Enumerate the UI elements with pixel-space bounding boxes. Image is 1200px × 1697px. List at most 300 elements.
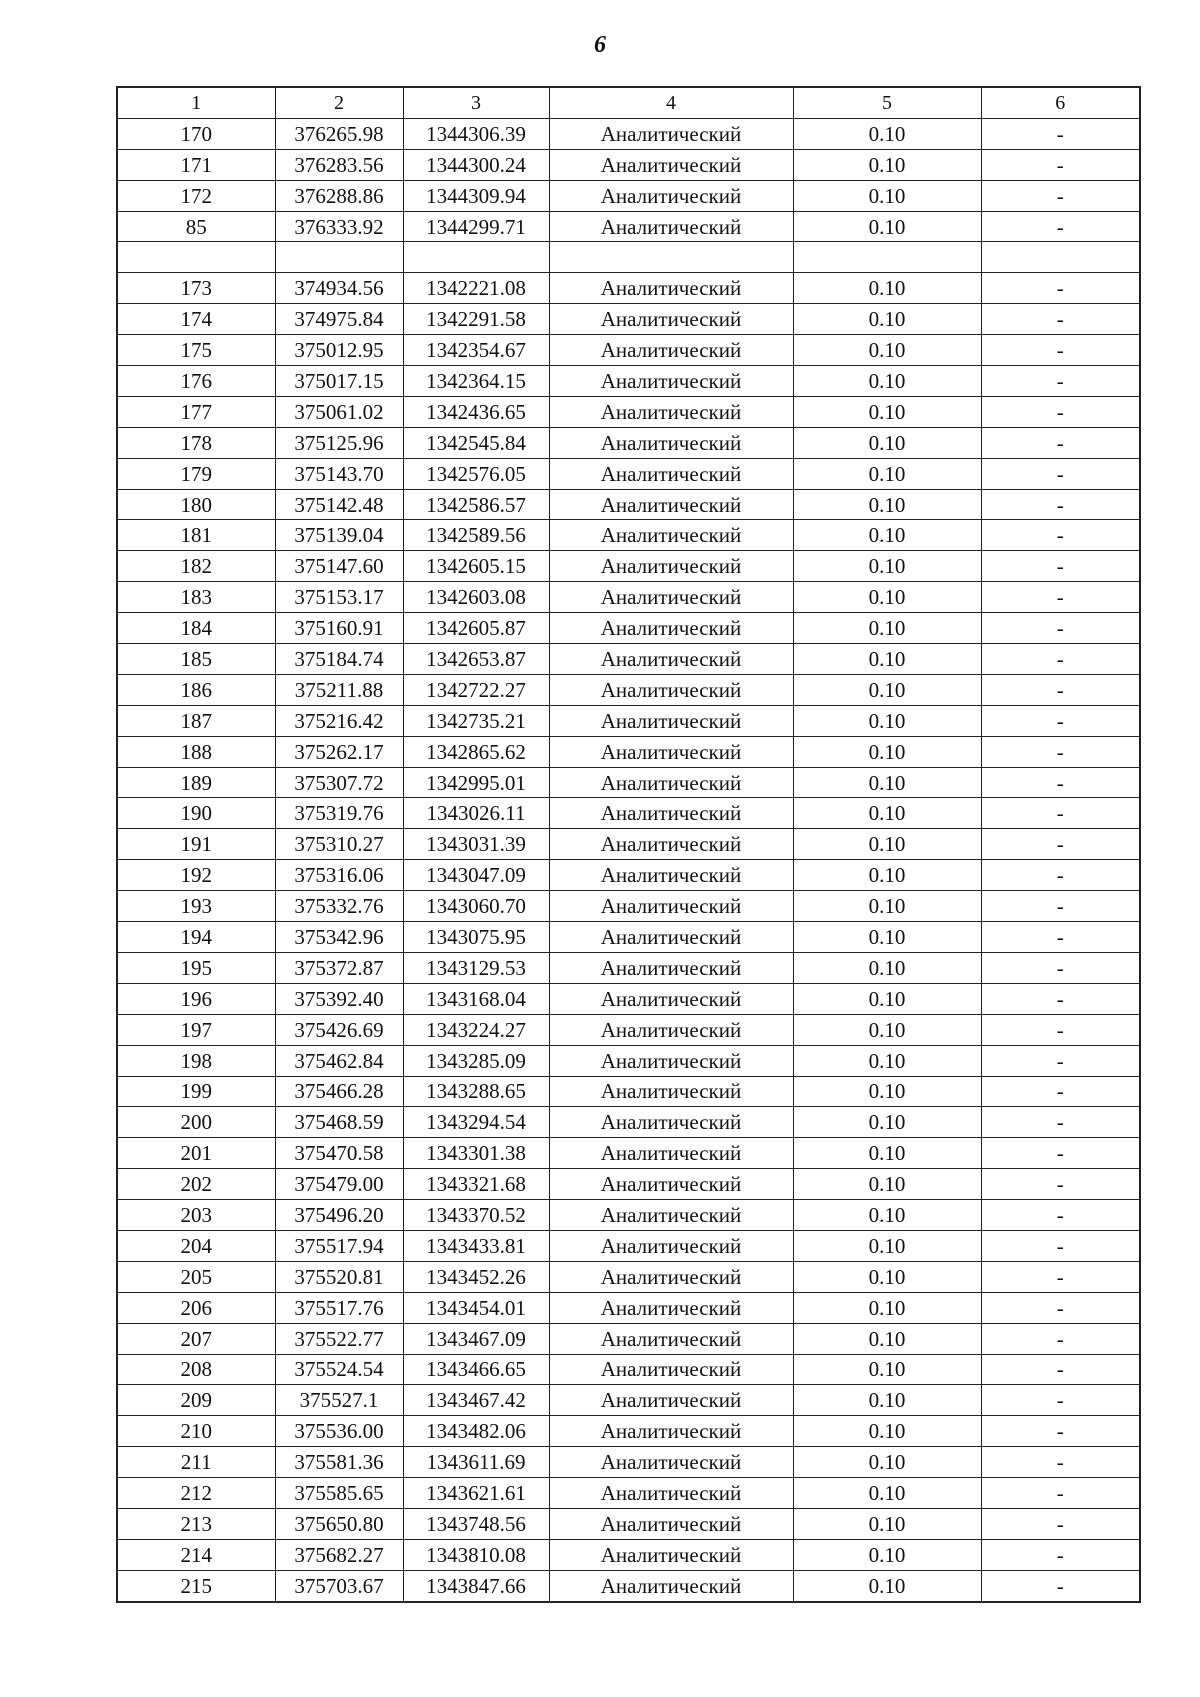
cell-method: Аналитический (549, 983, 793, 1014)
cell-accuracy: 0.10 (793, 922, 981, 953)
cell-y-coordinate: 1344299.71 (403, 211, 549, 242)
cell-accuracy: 0.10 (793, 118, 981, 149)
cell-method: Аналитический (549, 335, 793, 366)
cell-x-coordinate: 375017.15 (275, 366, 403, 397)
cell-note: - (981, 1447, 1140, 1478)
cell-x-coordinate: 375479.00 (275, 1169, 403, 1200)
cell-accuracy: 0.10 (793, 1014, 981, 1045)
cell-x-coordinate: 376333.92 (275, 211, 403, 242)
cell-point-number: 206 (117, 1292, 275, 1323)
cell-accuracy: 0.10 (793, 1045, 981, 1076)
cell-note: - (981, 798, 1140, 829)
cell-y-coordinate: 1343370.52 (403, 1200, 549, 1231)
cell-accuracy: 0.10 (793, 1539, 981, 1570)
cell-x-coordinate: 376283.56 (275, 149, 403, 180)
cell-note: - (981, 489, 1140, 520)
cell-y-coordinate: 1342586.57 (403, 489, 549, 520)
cell-y-coordinate: 1342545.84 (403, 427, 549, 458)
cell-method: Аналитический (549, 1292, 793, 1323)
table-row (117, 427, 1140, 458)
cell-point-number: 209 (117, 1385, 275, 1416)
cell-accuracy: 0.10 (793, 798, 981, 829)
cell-point-number: 214 (117, 1539, 275, 1570)
cell-method: Аналитический (549, 1508, 793, 1539)
cell-y-coordinate: 1342364.15 (403, 366, 549, 397)
table-row (117, 273, 1140, 304)
table-row (117, 922, 1140, 953)
cell-method: Аналитический (549, 1230, 793, 1261)
cell-method: Аналитический (549, 489, 793, 520)
cell-y-coordinate: 1342865.62 (403, 736, 549, 767)
cell-y-coordinate: 1342653.87 (403, 644, 549, 675)
table-row (117, 118, 1140, 149)
cell-note: - (981, 1014, 1140, 1045)
cell-y-coordinate: 1342722.27 (403, 674, 549, 705)
cell-y-coordinate: 1343467.09 (403, 1323, 549, 1354)
cell-point-number: 189 (117, 767, 275, 798)
table-row (117, 1416, 1140, 1447)
cell-point-number: 183 (117, 582, 275, 613)
cell-note: - (981, 1570, 1140, 1601)
cell-x-coordinate: 375466.28 (275, 1076, 403, 1107)
cell-x-coordinate: 375682.27 (275, 1539, 403, 1570)
cell-x-coordinate: 375496.20 (275, 1200, 403, 1231)
cell-accuracy: 0.10 (793, 551, 981, 582)
cell-point-number: 176 (117, 366, 275, 397)
cell-method: Аналитический (549, 1169, 793, 1200)
cell-x-coordinate: 375143.70 (275, 458, 403, 489)
cell-note: - (981, 118, 1140, 149)
cell-note: - (981, 674, 1140, 705)
cell-accuracy: 0.10 (793, 891, 981, 922)
cell-point-number: 172 (117, 180, 275, 211)
cell-x-coordinate: 375184.74 (275, 644, 403, 675)
cell-point-number: 208 (117, 1354, 275, 1385)
cell-method: Аналитический (549, 1478, 793, 1509)
cell-method: Аналитический (549, 829, 793, 860)
table-row (117, 149, 1140, 180)
cell-x-coordinate: 375142.48 (275, 489, 403, 520)
cell-note: - (981, 1416, 1140, 1447)
cell-accuracy: 0.10 (793, 674, 981, 705)
cell-note: - (981, 952, 1140, 983)
cell-x-coordinate: 375522.77 (275, 1323, 403, 1354)
cell-x-coordinate: 375520.81 (275, 1261, 403, 1292)
cell-note: - (981, 273, 1140, 304)
cell-point-number: 180 (117, 489, 275, 520)
cell-point-number: 195 (117, 952, 275, 983)
cell-y-coordinate: 1343611.69 (403, 1447, 549, 1478)
cell-x-coordinate: 375211.88 (275, 674, 403, 705)
table-row (117, 242, 1140, 273)
cell-x-coordinate: 375310.27 (275, 829, 403, 860)
cell-accuracy: 0.10 (793, 860, 981, 891)
table-row (117, 1169, 1140, 1200)
cell-y-coordinate: 1343047.09 (403, 860, 549, 891)
cell-accuracy: 0.10 (793, 273, 981, 304)
cell-method: Аналитический (549, 396, 793, 427)
table-row (117, 1478, 1140, 1509)
cell-method: Аналитический (549, 1014, 793, 1045)
cell-point-number: 188 (117, 736, 275, 767)
cell-y-coordinate: 1343168.04 (403, 983, 549, 1014)
table-row (117, 736, 1140, 767)
cell-method: Аналитический (549, 674, 793, 705)
cell-note: - (981, 427, 1140, 458)
cell-y-coordinate: 1343748.56 (403, 1508, 549, 1539)
cell-point-number: 211 (117, 1447, 275, 1478)
cell-accuracy: 0.10 (793, 829, 981, 860)
cell-x-coordinate: 375319.76 (275, 798, 403, 829)
cell-y-coordinate: 1343467.42 (403, 1385, 549, 1416)
cell-method: Аналитический (549, 1200, 793, 1231)
cell-x-coordinate: 375650.80 (275, 1508, 403, 1539)
table-row (117, 798, 1140, 829)
table-row (117, 767, 1140, 798)
cell-y-coordinate (403, 242, 549, 273)
cell-x-coordinate: 375012.95 (275, 335, 403, 366)
table-row (117, 829, 1140, 860)
table-row (117, 1292, 1140, 1323)
cell-point-number: 212 (117, 1478, 275, 1509)
cell-x-coordinate: 375392.40 (275, 983, 403, 1014)
table-row (117, 1570, 1140, 1601)
cell-y-coordinate: 1343454.01 (403, 1292, 549, 1323)
cell-method: Аналитический (549, 613, 793, 644)
cell-accuracy: 0.10 (793, 335, 981, 366)
cell-x-coordinate: 375703.67 (275, 1570, 403, 1601)
cell-note: - (981, 983, 1140, 1014)
cell-note: - (981, 366, 1140, 397)
cell-method: Аналитический (549, 922, 793, 953)
cell-x-coordinate: 375585.65 (275, 1478, 403, 1509)
cell-note: - (981, 458, 1140, 489)
cell-accuracy: 0.10 (793, 1076, 981, 1107)
cell-x-coordinate: 375524.54 (275, 1354, 403, 1385)
cell-x-coordinate: 375125.96 (275, 427, 403, 458)
cell-method: Аналитический (549, 1539, 793, 1570)
cell-method: Аналитический (549, 1323, 793, 1354)
cell-method: Аналитический (549, 1416, 793, 1447)
cell-note: - (981, 1354, 1140, 1385)
cell-y-coordinate: 1343466.65 (403, 1354, 549, 1385)
table-row (117, 335, 1140, 366)
cell-method: Аналитический (549, 1570, 793, 1601)
cell-point-number: 184 (117, 613, 275, 644)
cell-accuracy: 0.10 (793, 1416, 981, 1447)
cell-y-coordinate: 1342605.15 (403, 551, 549, 582)
cell-x-coordinate: 375517.94 (275, 1230, 403, 1261)
table-row (117, 1508, 1140, 1539)
cell-note: - (981, 644, 1140, 675)
cell-method: Аналитический (549, 1385, 793, 1416)
cell-note (981, 242, 1140, 273)
cell-x-coordinate: 375153.17 (275, 582, 403, 613)
cell-accuracy: 0.10 (793, 427, 981, 458)
cell-x-coordinate: 376265.98 (275, 118, 403, 149)
cell-x-coordinate: 375332.76 (275, 891, 403, 922)
cell-y-coordinate: 1342291.58 (403, 304, 549, 335)
cell-point-number: 201 (117, 1138, 275, 1169)
table-row (117, 1323, 1140, 1354)
cell-method: Аналитический (549, 458, 793, 489)
cell-note: - (981, 551, 1140, 582)
cell-accuracy: 0.10 (793, 489, 981, 520)
table-row (117, 1014, 1140, 1045)
cell-method: Аналитический (549, 273, 793, 304)
column-header-1: 1 (117, 87, 275, 118)
cell-x-coordinate: 375426.69 (275, 1014, 403, 1045)
table-row (117, 211, 1140, 242)
cell-point-number: 210 (117, 1416, 275, 1447)
page-number: 6 (594, 32, 606, 58)
cell-accuracy: 0.10 (793, 736, 981, 767)
cell-accuracy: 0.10 (793, 705, 981, 736)
cell-accuracy: 0.10 (793, 366, 981, 397)
cell-point-number: 175 (117, 335, 275, 366)
cell-y-coordinate: 1342436.65 (403, 396, 549, 427)
cell-note: - (981, 736, 1140, 767)
cell-y-coordinate: 1343031.39 (403, 829, 549, 860)
cell-accuracy: 0.10 (793, 1200, 981, 1231)
table-row (117, 180, 1140, 211)
cell-x-coordinate: 375581.36 (275, 1447, 403, 1478)
cell-method: Аналитический (549, 304, 793, 335)
cell-x-coordinate: 375527.1 (275, 1385, 403, 1416)
cell-accuracy: 0.10 (793, 1354, 981, 1385)
cell-accuracy: 0.10 (793, 1323, 981, 1354)
cell-method: Аналитический (549, 1107, 793, 1138)
cell-note: - (981, 1107, 1140, 1138)
cell-y-coordinate: 1342603.08 (403, 582, 549, 613)
cell-x-coordinate: 375372.87 (275, 952, 403, 983)
cell-note: - (981, 1261, 1140, 1292)
cell-accuracy: 0.10 (793, 767, 981, 798)
cell-y-coordinate: 1342735.21 (403, 705, 549, 736)
cell-note: - (981, 1292, 1140, 1323)
cell-point-number: 179 (117, 458, 275, 489)
cell-note: - (981, 520, 1140, 551)
cell-method: Аналитический (549, 891, 793, 922)
cell-point-number: 202 (117, 1169, 275, 1200)
cell-method: Аналитический (549, 211, 793, 242)
cell-point-number: 194 (117, 922, 275, 953)
cell-note: - (981, 582, 1140, 613)
cell-point-number: 177 (117, 396, 275, 427)
cell-method: Аналитический (549, 366, 793, 397)
cell-y-coordinate: 1343847.66 (403, 1570, 549, 1601)
cell-accuracy: 0.10 (793, 613, 981, 644)
cell-point-number: 207 (117, 1323, 275, 1354)
coordinates-table (116, 86, 1141, 1603)
cell-note: - (981, 705, 1140, 736)
cell-point-number: 192 (117, 860, 275, 891)
cell-note: - (981, 922, 1140, 953)
cell-x-coordinate: 375216.42 (275, 705, 403, 736)
cell-point-number: 205 (117, 1261, 275, 1292)
cell-point-number (117, 242, 275, 273)
cell-note: - (981, 1200, 1140, 1231)
cell-accuracy: 0.10 (793, 1447, 981, 1478)
cell-x-coordinate: 375470.58 (275, 1138, 403, 1169)
cell-note: - (981, 211, 1140, 242)
cell-x-coordinate: 375316.06 (275, 860, 403, 891)
cell-accuracy: 0.10 (793, 458, 981, 489)
cell-method: Аналитический (549, 427, 793, 458)
cell-x-coordinate: 375262.17 (275, 736, 403, 767)
table-row (117, 551, 1140, 582)
cell-accuracy: 0.10 (793, 582, 981, 613)
cell-y-coordinate: 1343452.26 (403, 1261, 549, 1292)
table-row (117, 582, 1140, 613)
cell-method: Аналитический (549, 767, 793, 798)
cell-accuracy: 0.10 (793, 149, 981, 180)
cell-point-number: 185 (117, 644, 275, 675)
cell-method: Аналитический (549, 705, 793, 736)
cell-point-number: 190 (117, 798, 275, 829)
cell-note: - (981, 1076, 1140, 1107)
cell-accuracy: 0.10 (793, 180, 981, 211)
cell-x-coordinate: 375160.91 (275, 613, 403, 644)
cell-accuracy: 0.10 (793, 396, 981, 427)
cell-method: Аналитический (549, 1447, 793, 1478)
column-header-4: 4 (549, 87, 793, 118)
cell-y-coordinate: 1343285.09 (403, 1045, 549, 1076)
table-row (117, 1200, 1140, 1231)
cell-y-coordinate: 1343810.08 (403, 1539, 549, 1570)
cell-note: - (981, 1478, 1140, 1509)
cell-accuracy (793, 242, 981, 273)
cell-y-coordinate: 1343321.68 (403, 1169, 549, 1200)
table-row (117, 1447, 1140, 1478)
cell-y-coordinate: 1343288.65 (403, 1076, 549, 1107)
cell-method: Аналитический (549, 118, 793, 149)
cell-note: - (981, 1539, 1140, 1570)
cell-y-coordinate: 1344300.24 (403, 149, 549, 180)
cell-point-number: 193 (117, 891, 275, 922)
cell-y-coordinate: 1343129.53 (403, 952, 549, 983)
table-row (117, 674, 1140, 705)
cell-accuracy: 0.10 (793, 1570, 981, 1601)
cell-x-coordinate: 375536.00 (275, 1416, 403, 1447)
cell-method: Аналитический (549, 736, 793, 767)
cell-y-coordinate: 1343060.70 (403, 891, 549, 922)
cell-point-number: 181 (117, 520, 275, 551)
cell-point-number: 200 (117, 1107, 275, 1138)
cell-accuracy: 0.10 (793, 1230, 981, 1261)
cell-method (549, 242, 793, 273)
cell-note: - (981, 1385, 1140, 1416)
cell-method: Аналитический (549, 1261, 793, 1292)
cell-point-number: 171 (117, 149, 275, 180)
cell-method: Аналитический (549, 644, 793, 675)
table-row (117, 1107, 1140, 1138)
table-row (117, 705, 1140, 736)
table-row (117, 1385, 1140, 1416)
cell-y-coordinate: 1343301.38 (403, 1138, 549, 1169)
cell-y-coordinate: 1342589.56 (403, 520, 549, 551)
cell-y-coordinate: 1343294.54 (403, 1107, 549, 1138)
cell-point-number: 197 (117, 1014, 275, 1045)
cell-point-number: 187 (117, 705, 275, 736)
cell-x-coordinate: 375061.02 (275, 396, 403, 427)
cell-method: Аналитический (549, 149, 793, 180)
cell-method: Аналитический (549, 1354, 793, 1385)
cell-y-coordinate: 1344306.39 (403, 118, 549, 149)
table-row (117, 1230, 1140, 1261)
cell-point-number: 170 (117, 118, 275, 149)
cell-note: - (981, 767, 1140, 798)
column-header-2: 2 (275, 87, 403, 118)
cell-method: Аналитический (549, 1138, 793, 1169)
cell-note: - (981, 335, 1140, 366)
cell-accuracy: 0.10 (793, 1385, 981, 1416)
cell-accuracy: 0.10 (793, 952, 981, 983)
table-row (117, 1138, 1140, 1169)
cell-point-number: 85 (117, 211, 275, 242)
table-row (117, 1045, 1140, 1076)
cell-method: Аналитический (549, 860, 793, 891)
cell-note: - (981, 613, 1140, 644)
cell-point-number: 174 (117, 304, 275, 335)
cell-method: Аналитический (549, 520, 793, 551)
table-row (117, 1354, 1140, 1385)
cell-note: - (981, 891, 1140, 922)
cell-accuracy: 0.10 (793, 520, 981, 551)
cell-y-coordinate: 1343075.95 (403, 922, 549, 953)
cell-note: - (981, 1045, 1140, 1076)
cell-method: Аналитический (549, 1045, 793, 1076)
cell-method: Аналитический (549, 952, 793, 983)
table-row (117, 1539, 1140, 1570)
cell-note: - (981, 304, 1140, 335)
cell-accuracy: 0.10 (793, 211, 981, 242)
cell-note: - (981, 1508, 1140, 1539)
cell-accuracy: 0.10 (793, 1107, 981, 1138)
cell-y-coordinate: 1343621.61 (403, 1478, 549, 1509)
cell-y-coordinate: 1343026.11 (403, 798, 549, 829)
table-row (117, 860, 1140, 891)
cell-x-coordinate: 376288.86 (275, 180, 403, 211)
table-row (117, 891, 1140, 922)
cell-accuracy: 0.10 (793, 304, 981, 335)
cell-point-number: 204 (117, 1230, 275, 1261)
cell-point-number: 198 (117, 1045, 275, 1076)
column-header-6: 6 (981, 87, 1140, 118)
cell-x-coordinate (275, 242, 403, 273)
cell-point-number: 203 (117, 1200, 275, 1231)
cell-method: Аналитический (549, 180, 793, 211)
table-row (117, 644, 1140, 675)
cell-y-coordinate: 1342221.08 (403, 273, 549, 304)
column-header-3: 3 (403, 87, 549, 118)
table-row (117, 613, 1140, 644)
cell-x-coordinate: 374934.56 (275, 273, 403, 304)
cell-point-number: 196 (117, 983, 275, 1014)
cell-note: - (981, 1230, 1140, 1261)
cell-x-coordinate: 375462.84 (275, 1045, 403, 1076)
cell-accuracy: 0.10 (793, 983, 981, 1014)
cell-x-coordinate: 375468.59 (275, 1107, 403, 1138)
cell-y-coordinate: 1342605.87 (403, 613, 549, 644)
cell-note: - (981, 1138, 1140, 1169)
cell-y-coordinate: 1342354.67 (403, 335, 549, 366)
cell-y-coordinate: 1343433.81 (403, 1230, 549, 1261)
table-row (117, 1261, 1140, 1292)
table-row (117, 396, 1140, 427)
cell-point-number: 178 (117, 427, 275, 458)
cell-point-number: 173 (117, 273, 275, 304)
